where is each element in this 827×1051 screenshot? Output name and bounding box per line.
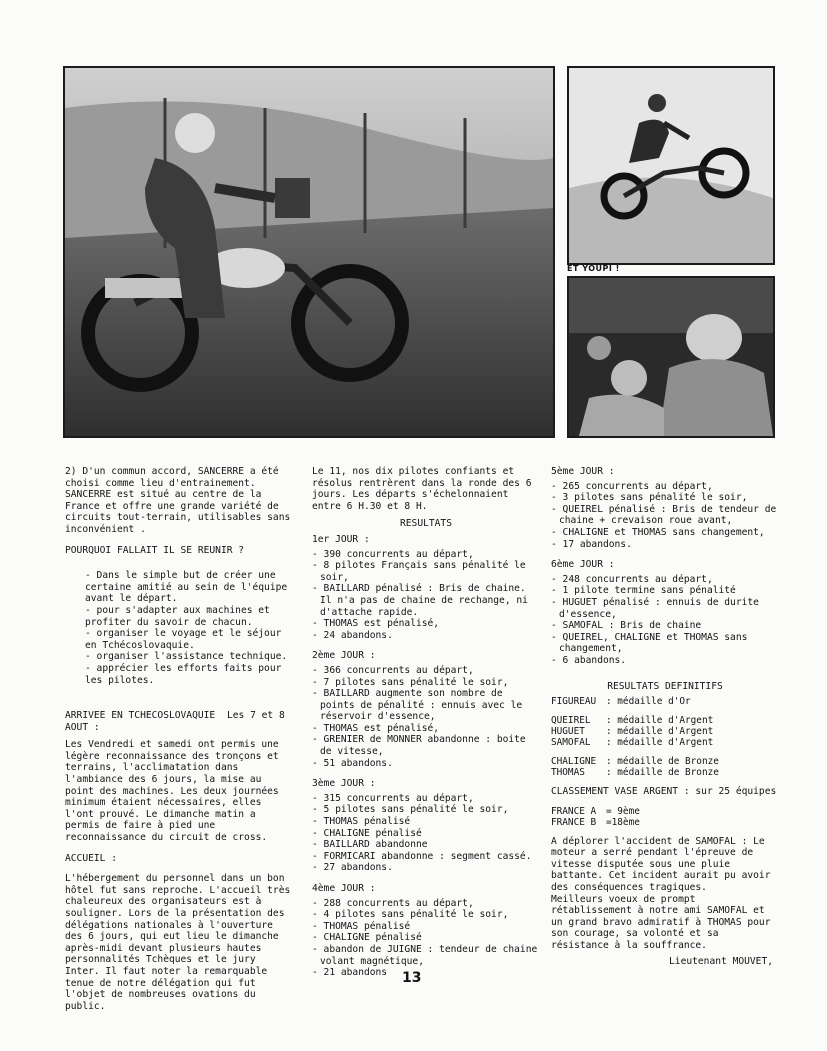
list-item: - 288 concurrents au départ, [312, 897, 474, 909]
list-item: - CHALIGNE pénalisé [312, 932, 422, 944]
list-item: - CHALIGNE et THOMAS sans changement, [551, 526, 765, 538]
list-item: - 248 concurrents au départ, [551, 573, 713, 585]
day-items [551, 574, 779, 667]
day-title: 6ème JOUR : [551, 559, 615, 571]
list-item: - abandon de JUIGNE : tendeur de chaine volant magnétique, [312, 943, 538, 967]
day-items [312, 665, 540, 769]
table-spacer [551, 748, 719, 756]
list-item: - 4 pilotes sans pénalité le soir, [312, 909, 509, 921]
motorcycle-jump-photo [569, 68, 773, 263]
day-items [312, 793, 540, 874]
list-item: - 1 pilote termine sans pénalité [551, 585, 736, 597]
team-name: FRANCE B [551, 816, 597, 828]
text-column-2 [312, 466, 540, 988]
medal-name: CHALIGNE [551, 756, 597, 768]
motorcycle-rider-photo [65, 68, 553, 436]
reason-2: - pour s'adapter aux machines et profiter du savoir de chacun. [85, 604, 270, 628]
table-row [551, 715, 719, 726]
list-item: - 24 abandons. [312, 629, 393, 641]
list-item: - 17 abandons. [551, 538, 632, 550]
resultats-heading: RESULTATS [400, 518, 452, 530]
list-item: - 3 pilotes sans pénalité le soir, [551, 492, 748, 504]
intro-paragraph: 2) D'un commun accord, SANCERRE a été choisi comme lieu d'entrainement. SANCERRE est situé au centre de la France et offre une grande variété de circuits tout-terrain, utilisables sans inconvénient . [65, 466, 291, 535]
day-items [551, 481, 779, 551]
reason-3: - organiser le voyage et le séjour en Tchécoslovaquie. [85, 628, 282, 651]
list-item: - QUEIREL pénalisé : Bris de tendeur de chaine + crevaison roue avant, [551, 503, 777, 527]
list-item: - THOMAS pénalisé [312, 920, 411, 932]
list-item: - BAILLARD pénalisé : Bris de chaine. Il n'a pas de chaine de rechange, ni d'attache rapide. [312, 583, 528, 618]
list-item: - BAILLARD augmente son nombre de points de pénalité : ennuis avec le réservoir d'essence, [312, 688, 523, 723]
race-intro-paragraph: Le 11, nos dix pilotes confiants et résolus rentrèrent dans la ronde des 6 jours. Les départs s'échelonnaient entre 6 H.30 et 8 H. [312, 466, 532, 512]
arrivee-title: ARRIVEE EN TCHECOSLOVAQUIE [65, 710, 216, 722]
text-column-3 [551, 466, 779, 967]
team-rank: = 9ème [606, 805, 640, 817]
list-item: - 315 concurrents au départ, [312, 792, 474, 804]
day-4 [312, 883, 540, 979]
table-row [551, 806, 640, 817]
medal-value: : médaille d'Or [606, 696, 691, 708]
list-item: - 21 abandons [312, 967, 388, 979]
table-row [551, 726, 719, 737]
day-title: 2ème JOUR : [312, 650, 376, 662]
day-3 [312, 778, 540, 874]
section-heading-pourquoi: POURQUOI FALLAIT IL SE REUNIR ? [65, 544, 245, 556]
list-item: - SAMOFAL : Bris de chaine [551, 620, 702, 632]
table-row [551, 756, 719, 767]
medal-value: : médaille de Bronze [606, 756, 719, 768]
main-photo [63, 66, 555, 438]
list-item: - 366 concurrents au départ, [312, 664, 474, 676]
rider-portrait-photo [569, 278, 773, 436]
page-number: 13 [402, 970, 422, 986]
list-item: - 5 pilotes sans pénalité le soir, [312, 804, 509, 816]
day-items [312, 549, 540, 642]
day-title: 5ème JOUR : [551, 466, 615, 477]
signature: Lieutenant MOUVET, [669, 955, 773, 967]
arrivee-date: Les 7 et 8 AOUT : [65, 710, 285, 733]
table-spacer [551, 707, 719, 715]
table-row [551, 737, 719, 748]
medal-name: THOMAS [551, 767, 585, 779]
day-title: 3ème JOUR : [312, 778, 376, 790]
list-item: - 390 concurrents au départ, [312, 548, 474, 560]
bottom-right-photo [567, 276, 775, 438]
list-item: - HUGUET pénalisé : ennuis de durite d'essence, [551, 596, 759, 620]
day-title: 4ème JOUR : [312, 883, 376, 894]
medal-name: HUGUET [551, 726, 585, 738]
team-name: FRANCE A [551, 805, 597, 817]
section-heading-accueil: ACCUEIL : [65, 852, 117, 864]
classement-heading: CLASSEMENT VASE ARGENT : sur 25 équipes [551, 786, 777, 798]
list-item: - 7 pilotes sans pénalité le soir, [312, 676, 509, 688]
list-item: - GRENIER de MONNER abandonne : boite de vitesse, [312, 734, 526, 758]
day-5 [551, 466, 779, 550]
table-row [551, 696, 719, 707]
france-table [551, 806, 640, 828]
reason-5: - apprécier les efforts faits pour les pilotes. [85, 662, 282, 686]
list-item: - 27 abandons. [312, 862, 393, 874]
list-item: - 8 pilotes Français sans pénalité le soir, [312, 560, 526, 583]
list-item: - THOMAS est pénalisé, [312, 618, 440, 630]
day-1 [312, 534, 540, 641]
medal-name: QUEIREL [551, 715, 591, 727]
list-item: - FORMICARI abandonne : segment cassé. [312, 850, 532, 862]
medal-name: FIGUREAU [551, 696, 597, 708]
day-6 [551, 559, 779, 666]
text-column-1 [65, 466, 293, 1021]
voeux-paragraph: Meilleurs voeux de prompt rétablissement à notre ami SAMOFAL et un grand bravo admiratif à THOMAS pour son courage, sa volonté et sa résistance à la souffrance. [551, 893, 771, 952]
list-item: - 6 abandons. [551, 654, 627, 666]
resultats-definitifs-heading: RESULTATS DEFINITIFS [607, 680, 723, 692]
list-item: - THOMAS pénalisé [312, 816, 411, 828]
list-item: - CHALIGNE pénalisé [312, 827, 422, 839]
list-item: - 265 concurrents au départ, [551, 480, 713, 492]
arrivee-paragraph: Les Vendredi et samedi ont permis une légère reconnaissance des tronçons et terrains, l'acclimatation dans l'ambiance des 6 jours, la mise au point des machines. Les deux journées minimum étaient nécessaires, elles l'ont prouvé. Le dimanche matin a permis de faire à pied une reconnaissance du circuit de cross. [65, 739, 279, 844]
list-item: - QUEIREL, CHALIGNE et THOMAS sans changement, [551, 631, 748, 655]
medal-name: SAMOFAL [551, 737, 591, 749]
medal-value: : médaille d'Argent [606, 715, 714, 727]
day-2 [312, 650, 540, 769]
day-title: 1er JOUR : [312, 533, 370, 545]
deplorer-paragraph: A déplorer l'accident de SAMOFAL : Le moteur a serré pendant l'épreuve de vitesse disputée sous une pluie battante. Cet incident aurait pu avoir des conséquences tragiques. [551, 835, 771, 894]
day-items [312, 898, 540, 979]
list-item: - BAILLARD abandonne [312, 839, 428, 851]
reason-1: - Dans le simple but de créer une certaine amitié au sein de l'équipe avant le départ. [85, 570, 288, 605]
medal-value: : médaille d'Argent [606, 737, 714, 749]
table-row [551, 767, 719, 778]
top-right-photo [567, 66, 775, 265]
accueil-paragraph: L'hébergement du personnel dans un bon hôtel fut sans reproche. L'accueil très chaleureux des organisateurs est à souligner. Lors de la présentation des délégations nationales à l'ouverture des 6 jours, qui eut lieu le dimanche après-midi devant plusieurs hautes personnalités Tchèques et le jury Inter. Il faut noter la remarquable tenue de notre délégation qui fut l'objet de nombreuses ovations du public. [65, 873, 291, 1012]
medals-table [551, 696, 719, 778]
section-heading-arrivee [65, 710, 293, 733]
list-item: - 51 abandons. [312, 757, 393, 769]
photo-caption: ET YOUPI ! [567, 264, 620, 273]
list-item: - THOMAS est pénalisé, [312, 722, 440, 734]
medal-value: : médaille de Bronze [606, 767, 719, 779]
table-row [551, 817, 640, 828]
reason-4: - organiser l'assistance technique. [85, 651, 288, 663]
medal-value: : médaille d'Argent [606, 726, 714, 738]
team-rank: =18ème [606, 816, 640, 828]
